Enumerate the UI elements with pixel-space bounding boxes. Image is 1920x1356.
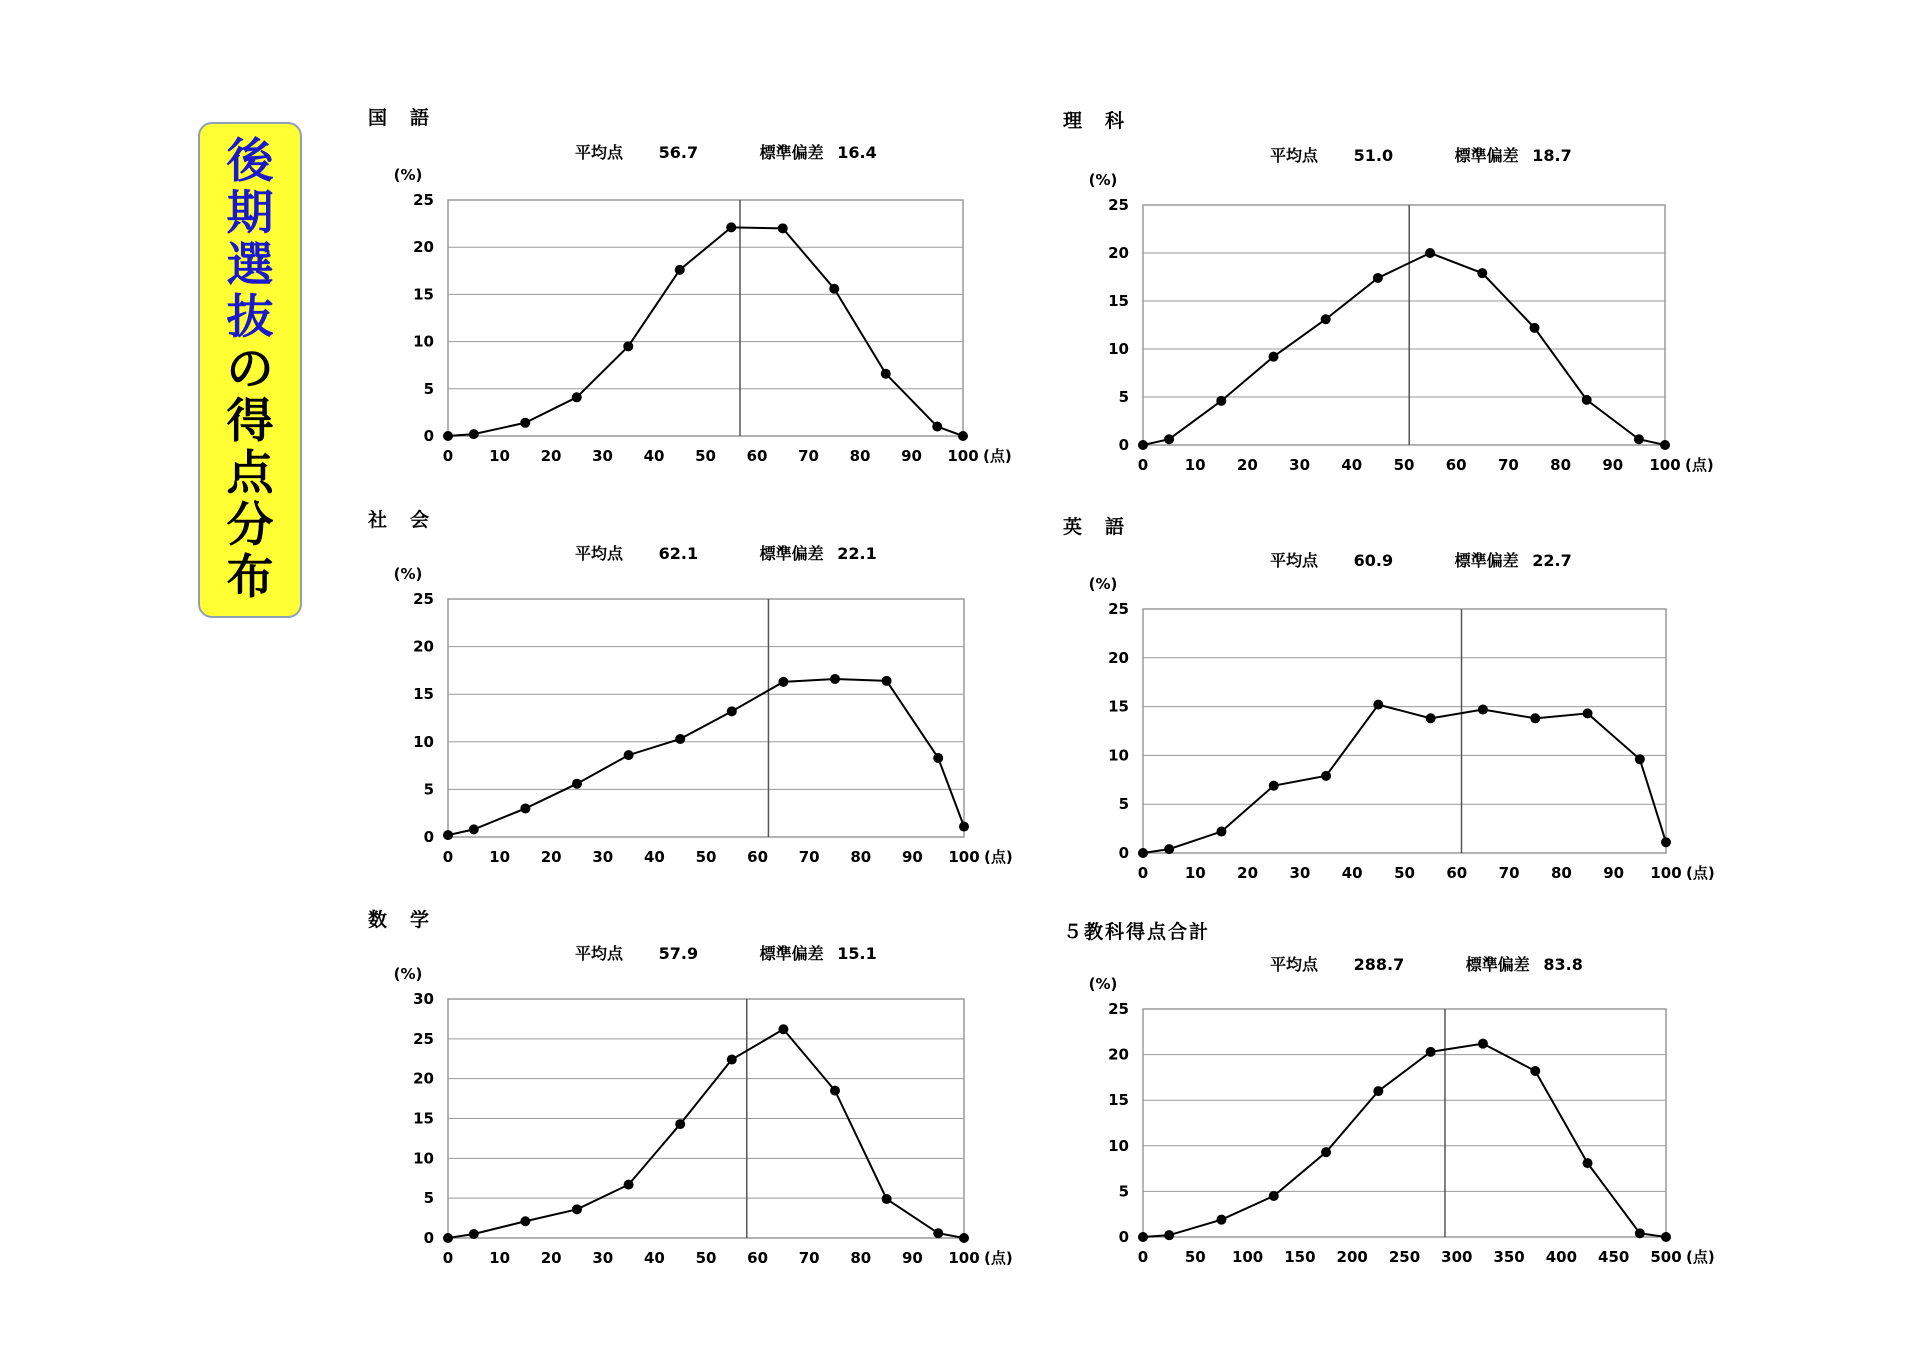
y-tick-label: 20 <box>413 238 434 257</box>
sd-label: 標準偏差 <box>759 544 824 563</box>
x-tick-label: 100 <box>948 848 980 866</box>
y-tick-label: 0 <box>1118 436 1129 454</box>
x-tick-label: 500 <box>1650 1248 1682 1266</box>
y-tick-label: 5 <box>423 780 434 799</box>
data-point <box>727 706 737 716</box>
data-point <box>1269 781 1279 791</box>
y-tick-label: 20 <box>1108 648 1129 667</box>
x-tick-label: 100 <box>1231 1248 1264 1266</box>
page-title-banner <box>198 122 302 618</box>
x-axis-unit: (点) <box>984 1249 1013 1267</box>
x-tick-label: 40 <box>1341 456 1363 474</box>
chart-title: 数 学 <box>368 909 432 931</box>
x-tick-label: 10 <box>1184 864 1206 882</box>
mean-value: 57.9 <box>658 944 699 963</box>
x-axis-unit: (点) <box>1686 1248 1715 1266</box>
x-tick-label: 300 <box>1441 1248 1473 1266</box>
sd-value: 16.4 <box>837 143 877 162</box>
data-point <box>959 1233 969 1243</box>
plot-frame <box>1143 205 1665 445</box>
y-tick-label: 0 <box>423 828 434 846</box>
y-tick-label: 5 <box>1118 1182 1129 1201</box>
sd-value: 22.7 <box>1532 551 1572 570</box>
data-point <box>1164 844 1174 854</box>
chart-title: 国 語 <box>368 107 432 129</box>
data-point <box>778 1024 788 1034</box>
mean-value: 56.7 <box>658 143 699 162</box>
sd-value: 18.7 <box>1532 146 1572 165</box>
x-tick-label: 40 <box>643 447 665 465</box>
y-axis-label: (%) <box>1088 975 1118 993</box>
data-point <box>675 265 685 275</box>
y-tick-label: 10 <box>413 732 434 751</box>
sd-label: 標準偏差 <box>1454 146 1519 165</box>
page-title-char: 分 <box>226 498 274 553</box>
data-point <box>469 1229 479 1239</box>
y-tick-label: 25 <box>1108 600 1129 618</box>
x-tick-label: 30 <box>592 1249 614 1267</box>
x-tick-label: 30 <box>592 447 613 465</box>
series-line <box>1143 1044 1666 1237</box>
y-tick-label: 25 <box>413 191 434 209</box>
mean-value: 62.1 <box>658 544 699 563</box>
data-point <box>1164 434 1174 444</box>
data-point <box>469 429 479 439</box>
data-point <box>1583 1158 1593 1168</box>
x-tick-label: 10 <box>489 1249 511 1267</box>
mean-value: 51.0 <box>1353 146 1394 165</box>
plot-frame <box>448 200 963 436</box>
x-tick-label: 20 <box>1236 456 1258 474</box>
data-point <box>829 284 839 294</box>
series-line <box>448 1029 964 1238</box>
x-tick-label: 80 <box>850 1249 872 1267</box>
y-axis-label: (%) <box>1088 171 1118 189</box>
y-tick-label: 15 <box>413 685 434 704</box>
y-tick-label: 10 <box>1108 746 1129 765</box>
x-axis-unit: (点) <box>984 848 1013 866</box>
x-tick-label: 20 <box>540 447 562 465</box>
sd-value: 15.1 <box>837 944 877 963</box>
x-tick-label: 50 <box>1393 456 1415 474</box>
x-tick-label: 10 <box>489 848 511 866</box>
page-title-char: 期 <box>226 186 274 241</box>
x-tick-label: 0 <box>442 1249 454 1267</box>
data-point <box>1530 713 1540 723</box>
x-tick-label: 350 <box>1493 1248 1525 1266</box>
x-tick-label: 0 <box>1137 1248 1149 1266</box>
y-tick-label: 25 <box>413 1029 434 1048</box>
x-tick-label: 100 <box>947 447 979 465</box>
x-tick-label: 50 <box>695 848 717 866</box>
data-point <box>778 223 788 233</box>
y-tick-label: 15 <box>413 285 434 304</box>
x-tick-label: 400 <box>1545 1248 1578 1266</box>
line-chart-gokei <box>1073 967 1736 1279</box>
mean-label: 平均点 <box>575 143 624 162</box>
x-tick-label: 50 <box>1184 1248 1206 1266</box>
data-point <box>881 369 891 379</box>
data-point <box>1582 395 1592 405</box>
sd-label: 標準偏差 <box>1454 551 1519 570</box>
y-tick-label: 20 <box>413 1069 434 1088</box>
y-tick-label: 20 <box>1108 244 1129 262</box>
data-point <box>1425 248 1435 258</box>
x-tick-label: 80 <box>849 447 871 465</box>
x-tick-label: 30 <box>1289 456 1311 474</box>
sd-label: 標準偏差 <box>759 944 824 963</box>
x-tick-label: 0 <box>442 848 454 866</box>
x-axis-unit: (点) <box>1685 456 1714 474</box>
y-axis-label: (%) <box>1088 575 1118 593</box>
data-point <box>882 1194 892 1204</box>
x-tick-label: 50 <box>695 1249 717 1267</box>
y-tick-label: 0 <box>1118 1228 1129 1246</box>
line-chart-sugaku <box>378 957 1034 1280</box>
data-point <box>1373 700 1383 710</box>
data-point <box>675 1119 685 1129</box>
data-point <box>1426 713 1436 723</box>
x-tick-label: 60 <box>746 447 768 465</box>
x-tick-label: 80 <box>1550 456 1572 474</box>
chart-title: 理 科 <box>1063 110 1127 132</box>
data-point <box>778 677 788 687</box>
data-point <box>1635 1228 1645 1238</box>
mean-label: 平均点 <box>1270 551 1319 570</box>
x-tick-label: 70 <box>798 447 819 465</box>
page-title-char: 抜 <box>226 290 274 345</box>
data-point <box>933 1228 943 1238</box>
data-point <box>882 676 892 686</box>
mean-value: 60.9 <box>1353 551 1394 570</box>
data-point <box>830 674 840 684</box>
chart-title: 社 会 <box>368 509 432 531</box>
y-tick-label: 10 <box>413 332 434 351</box>
data-point <box>469 824 479 834</box>
data-point <box>572 1204 582 1214</box>
data-point <box>1661 837 1671 847</box>
mean-label: 平均点 <box>575 544 624 563</box>
data-point <box>1478 705 1488 715</box>
x-tick-label: 60 <box>1445 456 1467 474</box>
y-axis-label: (%) <box>393 166 423 184</box>
sd-value: 22.1 <box>837 544 877 563</box>
y-tick-label: 20 <box>413 637 434 656</box>
data-point <box>1164 1230 1174 1240</box>
x-tick-label: 40 <box>643 848 665 866</box>
y-tick-label: 5 <box>1118 795 1129 814</box>
data-point <box>726 222 736 232</box>
data-point <box>572 779 582 789</box>
data-point <box>1269 1191 1279 1201</box>
x-tick-label: 20 <box>540 848 562 866</box>
mean-label: 平均点 <box>1270 955 1319 974</box>
x-axis-unit: (点) <box>1686 864 1715 882</box>
y-tick-label: 15 <box>1108 1091 1129 1110</box>
data-point <box>520 418 530 428</box>
x-tick-label: 60 <box>747 848 769 866</box>
line-chart-eigo <box>1073 567 1736 895</box>
data-point <box>1216 396 1226 406</box>
y-tick-label: 25 <box>413 590 434 608</box>
sd-label: 標準偏差 <box>759 143 824 162</box>
y-tick-label: 5 <box>1118 388 1129 406</box>
x-tick-label: 90 <box>901 848 923 866</box>
y-tick-label: 25 <box>1108 196 1129 214</box>
x-tick-label: 70 <box>798 848 820 866</box>
x-tick-label: 250 <box>1388 1248 1421 1266</box>
page-title-char: 選 <box>226 238 274 293</box>
data-point <box>1373 273 1383 283</box>
data-point <box>1138 440 1148 450</box>
data-point <box>1478 1039 1488 1049</box>
series-line <box>448 227 963 436</box>
x-tick-label: 20 <box>540 1249 562 1267</box>
sd-value: 83.8 <box>1543 955 1583 974</box>
x-axis-unit: (点) <box>983 447 1012 465</box>
x-tick-label: 80 <box>1550 864 1572 882</box>
x-tick-label: 80 <box>850 848 872 866</box>
x-tick-label: 90 <box>901 447 922 465</box>
data-point <box>727 1055 737 1065</box>
y-tick-label: 5 <box>423 1189 434 1208</box>
data-point <box>1583 708 1593 718</box>
x-tick-label: 50 <box>1394 864 1415 882</box>
y-tick-label: 5 <box>423 379 434 398</box>
mean-label: 平均点 <box>575 944 624 963</box>
y-tick-label: 25 <box>1108 1000 1129 1018</box>
x-tick-label: 10 <box>1184 456 1206 474</box>
y-tick-label: 15 <box>1108 697 1129 716</box>
y-axis-label: (%) <box>393 565 423 583</box>
data-point <box>1635 754 1645 764</box>
x-tick-label: 90 <box>1603 864 1625 882</box>
mean-value: 288.7 <box>1353 955 1405 974</box>
chart-title: 英 語 <box>1063 516 1127 538</box>
data-point <box>443 431 453 441</box>
x-tick-label: 10 <box>489 447 510 465</box>
data-point <box>1321 1147 1331 1157</box>
data-point <box>1269 352 1279 362</box>
data-point <box>1477 268 1487 278</box>
data-point <box>1661 1232 1671 1242</box>
data-point <box>1530 323 1540 333</box>
chart-title: ５教科得点合計 <box>1063 921 1211 943</box>
x-tick-label: 90 <box>901 1249 923 1267</box>
data-point <box>1138 848 1148 858</box>
data-point <box>572 392 582 402</box>
x-tick-label: 40 <box>1341 864 1363 882</box>
x-tick-label: 0 <box>1137 456 1149 474</box>
data-point <box>1216 1215 1226 1225</box>
x-tick-label: 70 <box>1498 864 1520 882</box>
x-tick-label: 40 <box>643 1249 665 1267</box>
line-chart-kokugo <box>378 158 1033 478</box>
page-title-char: 後 <box>226 134 274 189</box>
x-tick-label: 30 <box>592 848 614 866</box>
data-point <box>1530 1066 1540 1076</box>
x-tick-label: 450 <box>1598 1248 1630 1266</box>
data-point <box>1216 827 1226 837</box>
data-point <box>932 422 942 432</box>
plot-frame <box>1143 609 1666 853</box>
page-title-char: 点 <box>226 446 274 501</box>
page-title-char: 布 <box>226 550 274 605</box>
data-point <box>1426 1047 1436 1057</box>
x-tick-label: 90 <box>1602 456 1624 474</box>
y-tick-label: 0 <box>1118 844 1129 862</box>
y-tick-label: 10 <box>413 1149 434 1168</box>
y-tick-label: 10 <box>1108 340 1129 358</box>
y-tick-label: 0 <box>423 1229 434 1247</box>
y-tick-label: 0 <box>423 427 434 445</box>
x-tick-label: 200 <box>1336 1248 1368 1266</box>
x-tick-label: 50 <box>695 447 716 465</box>
data-point <box>624 750 634 760</box>
data-point <box>520 1216 530 1226</box>
x-tick-label: 100 <box>948 1249 980 1267</box>
x-tick-label: 60 <box>1446 864 1468 882</box>
data-point <box>933 753 943 763</box>
y-tick-label: 10 <box>1108 1136 1129 1155</box>
x-tick-label: 100 <box>1649 456 1681 474</box>
x-tick-label: 0 <box>1137 864 1149 882</box>
data-point <box>959 822 969 832</box>
data-point <box>1660 440 1670 450</box>
data-point <box>623 341 633 351</box>
x-tick-label: 150 <box>1284 1248 1316 1266</box>
data-point <box>1138 1232 1148 1242</box>
plot-frame <box>1143 1009 1666 1237</box>
plot-frame <box>448 599 964 837</box>
data-point <box>675 734 685 744</box>
data-point <box>1321 771 1331 781</box>
page-title-char: の <box>226 342 274 397</box>
y-tick-label: 15 <box>413 1109 434 1128</box>
line-chart-rika <box>1073 163 1735 487</box>
data-point <box>1321 314 1331 324</box>
x-tick-label: 60 <box>747 1249 769 1267</box>
x-tick-label: 30 <box>1289 864 1311 882</box>
x-tick-label: 100 <box>1650 864 1682 882</box>
x-tick-label: 0 <box>442 447 454 465</box>
data-point <box>624 1180 634 1190</box>
y-tick-label: 20 <box>1108 1045 1129 1064</box>
data-point <box>1634 434 1644 444</box>
line-chart-shakai <box>378 557 1034 879</box>
y-tick-label: 15 <box>1108 292 1129 310</box>
sd-label: 標準偏差 <box>1465 955 1530 974</box>
data-point <box>520 803 530 813</box>
y-tick-label: 30 <box>413 990 434 1008</box>
data-point <box>1373 1086 1383 1096</box>
y-axis-label: (%) <box>393 965 423 983</box>
data-point <box>443 1233 453 1243</box>
data-point <box>830 1086 840 1096</box>
x-tick-label: 70 <box>1497 456 1519 474</box>
page-title-char: 得 <box>226 394 274 449</box>
data-point <box>443 830 453 840</box>
x-tick-label: 70 <box>798 1249 820 1267</box>
mean-label: 平均点 <box>1270 146 1319 165</box>
data-point <box>958 431 968 441</box>
x-tick-label: 20 <box>1237 864 1259 882</box>
